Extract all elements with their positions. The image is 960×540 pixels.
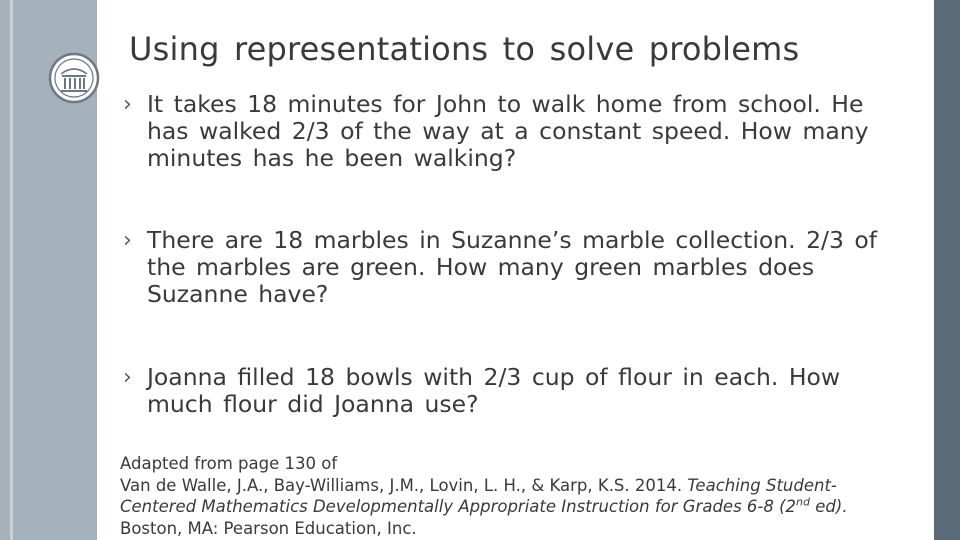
citation-book-title-start: Teaching Student- — [687, 475, 837, 495]
source-citation — [120, 453, 920, 539]
citation-line-4: Boston, MA: Pearson Education, Inc. — [120, 518, 417, 538]
citation-line-1: Adapted from page 130 of — [120, 454, 338, 473]
university-seal-icon — [48, 52, 100, 104]
problem-text: Joanna filled 18 bowls with 2/3 cup of flour in each. How much flour did Joanna use? — [147, 363, 841, 418]
citation-line-2 — [120, 475, 920, 497]
citation-edition-end: ed). — [810, 497, 848, 516]
right-decorative-band — [934, 0, 960, 540]
problem-list — [123, 90, 903, 418]
citation-edition-sup: nd — [796, 495, 811, 509]
problem-text: It takes 18 minutes for John to walk home from school. He has walked 2/3 of the way at a constant speed. How many minutes has he been walking? — [147, 90, 869, 172]
bullet-chevron-icon: › — [123, 228, 132, 253]
bullet-chevron-icon: › — [123, 92, 132, 117]
citation-book-title: Centered Mathematics Developmentally Appropriate Instruction for Grades 6-8 (2 — [120, 497, 797, 516]
problem-item-joanna — [123, 364, 903, 418]
citation-authors: Van de Walle, J.A., Bay-Williams, J.M., Lovin, L. H., & Karp, K.S. 2014. — [120, 475, 688, 495]
problem-item-john — [123, 91, 903, 172]
left-decorative-stripe — [10, 0, 13, 540]
bullet-chevron-icon: › — [123, 365, 132, 390]
citation-line-3 — [120, 496, 920, 518]
problem-item-suzanne — [123, 227, 903, 308]
slide-title: Using representations to solve problems — [129, 30, 800, 68]
problem-text: There are 18 marbles in Suzanne’s marble collection. 2/3 of the marbles are green. How many green marbles does Suzanne have? — [147, 226, 878, 308]
